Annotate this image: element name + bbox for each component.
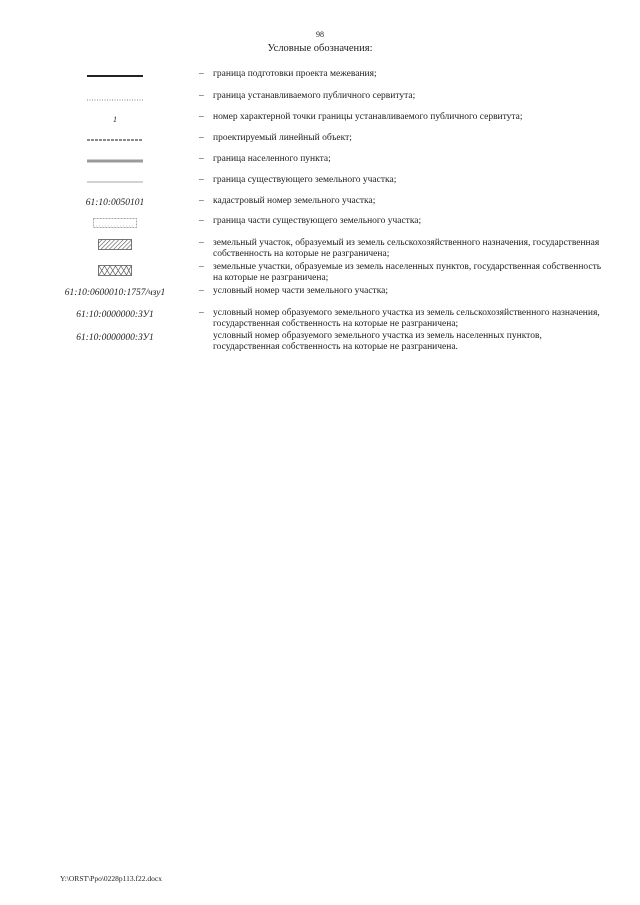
dotted-line-symbol bbox=[60, 91, 170, 105]
legend-desc: земельный участок, образуемый из земель сельскохозяйственного назначения, государственная собственность на которые не разграничена; bbox=[213, 238, 600, 259]
part-number-symbol: 61:10:0600010:1757/чзу1 bbox=[64, 288, 166, 298]
dash: – bbox=[199, 154, 204, 164]
dash: – bbox=[199, 112, 204, 122]
dash: – bbox=[199, 69, 204, 79]
dash: – bbox=[199, 238, 204, 248]
cadastral-number-symbol: 61:10:0050101 bbox=[85, 198, 145, 208]
legend-desc: граница населенного пункта; bbox=[213, 154, 331, 164]
page-title: Условные обозначения: bbox=[267, 43, 373, 54]
cond-number-symbol: 61:10:0000000:ЗУ1 bbox=[76, 333, 154, 343]
dash: – bbox=[199, 216, 204, 226]
dash: – bbox=[199, 91, 204, 101]
hatched-plot-symbol bbox=[60, 238, 170, 250]
legend-desc: номер характерной точки границы устанавливаемого публичного сервитута; bbox=[213, 112, 523, 122]
footer-file-path: Y:\ORST\Ppo\0228p113.f22.docx bbox=[60, 874, 162, 883]
legend-desc: граница существующего земельного участка; bbox=[213, 175, 397, 185]
legend-desc: условный номер образуемого земельного участка из земель населенных пунктов, государственная собственность на которые не разграничена. bbox=[213, 331, 542, 352]
plot-part-symbol bbox=[60, 216, 170, 230]
thick-line-symbol bbox=[60, 69, 170, 83]
dash: – bbox=[199, 196, 204, 206]
dash: – bbox=[199, 262, 204, 272]
dash: – bbox=[199, 308, 204, 318]
legend-desc: граница устанавливаемого публичного сервитута; bbox=[213, 91, 416, 101]
legend-desc: проектируемый линейный объект; bbox=[213, 133, 352, 143]
legend-desc: граница части существующего земельного участка; bbox=[213, 216, 422, 226]
point-number-symbol: 1 bbox=[113, 114, 117, 124]
linear-object-symbol bbox=[60, 133, 170, 147]
dash: – bbox=[199, 133, 204, 143]
grey-line-symbol bbox=[60, 154, 170, 168]
legend-desc: граница подготовки проекта межевания; bbox=[213, 69, 377, 79]
legend-desc: земельные участки, образуемые из земель населенных пунктов, государственная собственность на которые не разграничена; bbox=[213, 262, 602, 283]
legend-desc: условный номер образуемого земельного участка из земель сельскохозяйственного назначения, государственная собственность на которые не разграничена; bbox=[213, 308, 600, 329]
dash: – bbox=[199, 286, 204, 296]
page-number: 98 bbox=[316, 30, 324, 39]
dash: – bbox=[199, 175, 204, 185]
legend-desc: условный номер части земельного участка; bbox=[213, 286, 389, 296]
cond-number-symbol: 61:10:0000000:ЗУ1 bbox=[76, 310, 154, 320]
legend-desc: кадастровый номер земельного участка; bbox=[213, 196, 376, 206]
crosshatch-plot-symbol bbox=[60, 264, 170, 276]
thin-line-symbol bbox=[60, 175, 170, 189]
